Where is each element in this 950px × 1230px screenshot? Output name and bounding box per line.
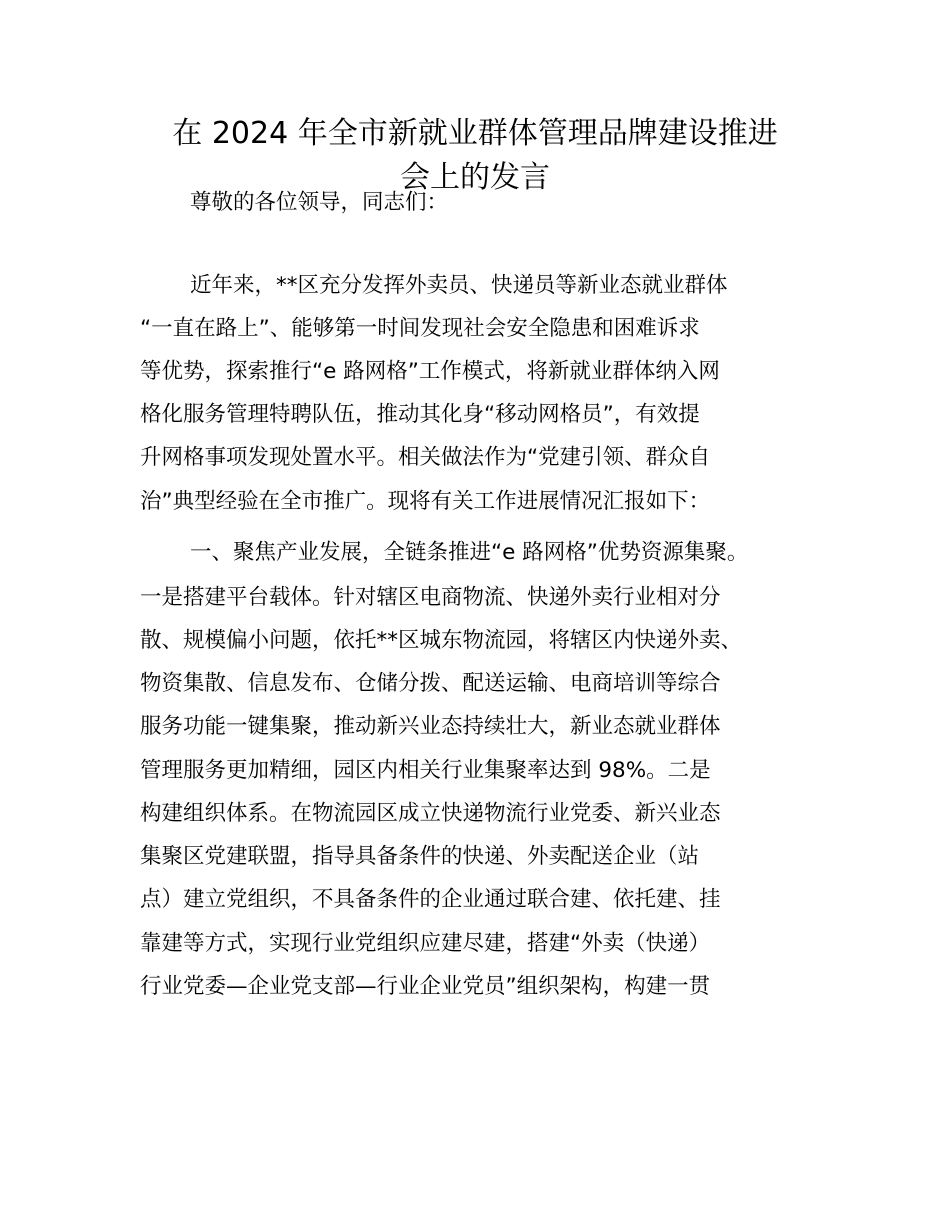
paragraph-1-line-5: 升网格事项发现处置水平。相关做法作为“党建引领、群众自 bbox=[140, 445, 711, 470]
paragraph-2-line-6: 管理服务更加精细，园区内相关行业集聚率达到 98%。二是 bbox=[140, 758, 711, 783]
document-title-line-1: 在 2024 年全市新就业群体管理品牌建设推进 bbox=[172, 116, 778, 151]
paragraph-2-line-7: 构建组织体系。在物流园区成立快递物流行业党委、新兴业态 bbox=[140, 801, 721, 826]
paragraph-1-line-6: 治”典型经验在全市推广。现将有关工作进展情况汇报如下： bbox=[140, 489, 711, 514]
paragraph-2-line-9: 点）建立党组织，不具备条件的企业通过联合建、依托建、挂 bbox=[140, 887, 721, 912]
document-title-line-2: 会上的发言 bbox=[400, 160, 550, 195]
paragraph-2-line-2: 一是搭建平台载体。针对辖区电商物流、快递外卖行业相对分 bbox=[140, 585, 721, 610]
paragraph-2-line-10: 靠建等方式，实现行业党组织应建尽建，搭建“外卖（快递） bbox=[140, 931, 711, 956]
salutation: 尊敬的各位领导，同志们： bbox=[190, 190, 449, 215]
paragraph-2-line-4: 物资集散、信息发布、仓储分拨、配送运输、电商培训等综合 bbox=[140, 671, 721, 696]
paragraph-1-line-2: “一直在路上”、能够第一时间发现社会安全隐患和困难诉求 bbox=[140, 316, 700, 341]
paragraph-1-line-4: 格化服务管理特聘队伍，推动其化身“移动网格员”，有效提 bbox=[140, 402, 700, 427]
paragraph-2-line-3: 散、规模偏小问题，依托**区城东物流园，将辖区内快递外卖、 bbox=[140, 628, 743, 653]
paragraph-2-line-8: 集聚区党建联盟，指导具备条件的快递、外卖配送企业（站 bbox=[140, 844, 700, 869]
paragraph-1-line-3: 等优势，探索推行“e 路网格”工作模式，将新就业群体纳入网 bbox=[140, 359, 720, 384]
paragraph-2-line-5: 服务功能一键集聚，推动新兴业态持续壮大，新业态就业群体 bbox=[140, 714, 721, 739]
paragraph-1-line-1: 近年来，**区充分发挥外卖员、快递员等新业态就业群体 bbox=[190, 273, 728, 298]
paragraph-2-line-11: 行业党委—企业党支部—行业企业党员”组织架构，构建一贯 bbox=[140, 974, 711, 999]
paragraph-2-line-1: 一、聚焦产业发展，全链条推进“e 路网格”优势资源集聚。 bbox=[190, 540, 749, 565]
